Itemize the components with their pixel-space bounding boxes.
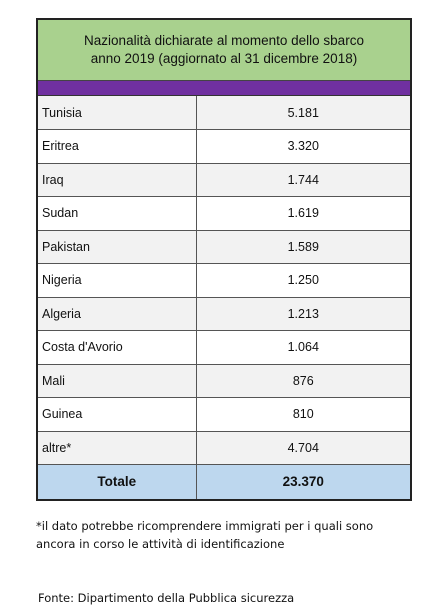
header-title-line2: anno 2019 (aggiornato al 31 dicembre 2018) <box>90 51 358 66</box>
table-row <box>38 331 410 365</box>
source-line: Fonte: Dipartimento della Pubblica sicurezza <box>38 591 295 605</box>
footnote: *il dato potrebbe ricomprendere immigrati per i quali sono ancora in corso le attività di identificazione <box>36 519 374 551</box>
table-row <box>38 297 410 331</box>
value-cell: 1.619 <box>196 197 410 231</box>
value-cell: 1.250 <box>196 264 410 298</box>
nationality-table-container <box>36 18 412 501</box>
table-row <box>38 431 410 465</box>
table-row <box>38 130 410 164</box>
table-row <box>38 197 410 231</box>
country-cell: Iraq <box>38 163 196 197</box>
nationality-table <box>38 96 410 499</box>
country-cell: Pakistan <box>38 230 196 264</box>
total-label: Totale <box>38 465 196 499</box>
value-cell: 876 <box>196 364 410 398</box>
header-purple-band <box>38 81 410 96</box>
country-cell: Nigeria <box>38 264 196 298</box>
country-cell: Guinea <box>38 398 196 432</box>
table-row <box>38 398 410 432</box>
table-row <box>38 230 410 264</box>
value-cell: 1.064 <box>196 331 410 365</box>
value-cell: 5.181 <box>196 96 410 130</box>
total-row <box>38 465 410 499</box>
country-cell: Sudan <box>38 197 196 231</box>
country-cell: Mali <box>38 364 196 398</box>
value-cell: 1.589 <box>196 230 410 264</box>
country-cell: Algeria <box>38 297 196 331</box>
country-cell: Tunisia <box>38 96 196 130</box>
country-cell: altre* <box>38 431 196 465</box>
value-cell: 3.320 <box>196 130 410 164</box>
value-cell: 1.744 <box>196 163 410 197</box>
value-cell: 1.213 <box>196 297 410 331</box>
value-cell: 810 <box>196 398 410 432</box>
header-title-line1: Nazionalità dichiarate al momento dello sbarco <box>84 33 364 48</box>
total-value: 23.370 <box>196 465 410 499</box>
table-row <box>38 264 410 298</box>
table-row <box>38 163 410 197</box>
table-row <box>38 364 410 398</box>
value-cell: 4.704 <box>196 431 410 465</box>
country-cell: Costa d'Avorio <box>38 331 196 365</box>
table-row <box>38 96 410 130</box>
country-cell: Eritrea <box>38 130 196 164</box>
table-header <box>38 20 410 81</box>
